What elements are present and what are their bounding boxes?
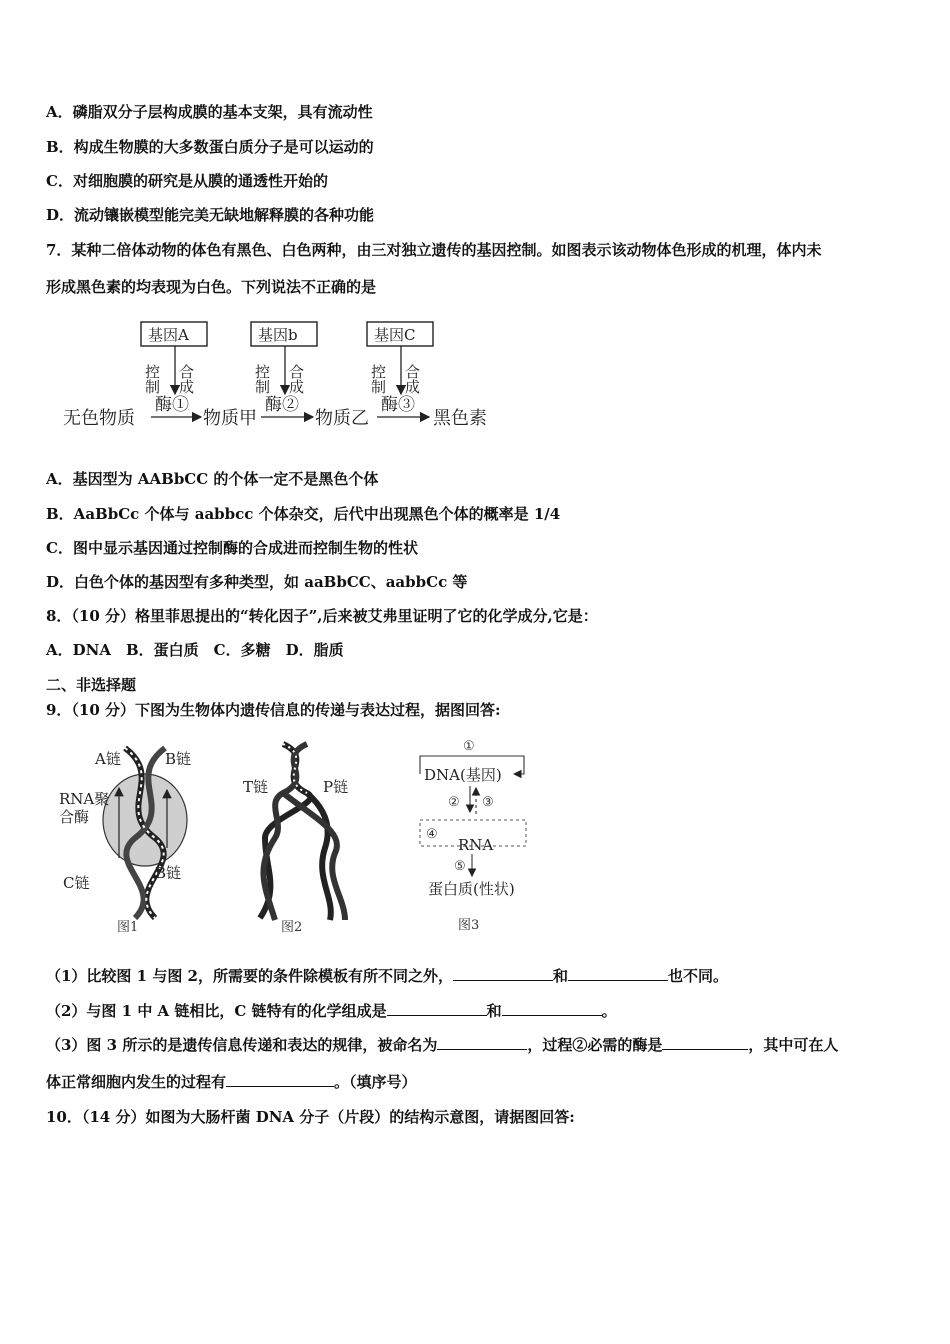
gene-b-label: 基因b — [258, 326, 298, 344]
synth-label-1: 合成 — [177, 364, 195, 394]
substance-melanin: 黑色素 — [433, 408, 487, 429]
q9-figure-2 — [235, 738, 365, 938]
fig3-rna-label: RNA — [458, 836, 494, 854]
q9-stem: 9．（10 分）下图为生物体内遗传信息的传递与表达过程，据图回答: — [46, 701, 501, 719]
enzyme-3: 酶③ — [381, 395, 415, 415]
control-synth-labels — [143, 364, 421, 395]
q9-figure-1 — [55, 738, 225, 938]
fig3-num-3: ③ — [482, 795, 494, 810]
q8-options: A．DNA B．蛋白质 C．多糖 D．脂质 — [46, 641, 344, 659]
fig3-num-1: ① — [463, 739, 475, 754]
fig2-p-chain-label: P链 — [323, 778, 349, 796]
rna-polymerase-blob — [103, 774, 187, 866]
gene-a-label: 基因A — [148, 326, 189, 344]
q7-stem-line2: 形成黑色素的均表现为白色。下列说法不正确的是 — [46, 278, 377, 296]
enzyme-1: 酶① — [155, 395, 189, 415]
fig2-t-chain-label: T链 — [243, 778, 269, 796]
answer-blank[interactable] — [437, 1035, 527, 1050]
enzyme-2: 酶② — [265, 395, 299, 415]
fig3-dna-label: DNA(基因) — [424, 766, 502, 784]
q9-figure-3 — [410, 734, 540, 938]
fig1-rna-pol-label-1: RNA聚 — [59, 790, 110, 808]
gene-c-label: 基因C — [374, 326, 416, 344]
fig3-num-4: ④ — [426, 827, 438, 842]
q7-option-d: D．白色个体的基因型有多种类型，如 aaBbCC、aabbCc 等 — [46, 573, 468, 591]
q9-sub2: （2）与图 1 中 A 链相比，C 链特有的化学组成是 和 。 — [46, 1002, 617, 1020]
substance-colorless: 无色物质 — [63, 408, 135, 429]
fig1-c-chain-label: C链 — [63, 874, 90, 892]
q7-option-c: C．图中显示基因通过控制酶的合成进而控制生物的性状 — [46, 539, 418, 557]
answer-blank[interactable] — [453, 966, 553, 981]
q9-sub1: （1）比较图 1 与图 2，所需要的条件除模板有所不同之外， 和 也不同。 — [46, 967, 729, 985]
fig2-caption: 图2 — [281, 920, 303, 935]
q7-stem-line1: 7．某种二倍体动物的体色有黑色、白色两种，由三对独立遗传的基因控制。如图表示该动物体色形成的机理，体内未 — [46, 241, 822, 259]
synth-label-2: 合成 — [287, 364, 305, 394]
q6-option-a: A．磷脂双分子层构成膜的基本支架，具有流动性 — [46, 103, 373, 121]
fig3-caption: 图3 — [458, 918, 480, 933]
fig3-protein-label: 蛋白质(性状) — [428, 880, 515, 898]
answer-blank[interactable] — [568, 966, 668, 981]
answer-blank[interactable] — [662, 1035, 748, 1050]
answer-blank[interactable] — [226, 1072, 334, 1087]
fig1-caption: 图1 — [117, 920, 139, 935]
q7-option-a: A．基因型为 AABbCC 的个体一定不是黑色个体 — [46, 470, 379, 488]
fig1-rna-pol-label-2: 合酶 — [59, 808, 90, 826]
control-label-1: 控制 — [143, 364, 161, 394]
fig1-b-chain-label-top: B链 — [165, 750, 192, 768]
q6-option-c: C．对细胞膜的研究是从膜的通透性开始的 — [46, 172, 328, 190]
fig1-b-chain-label-bottom: B链 — [155, 864, 182, 882]
q6-option-b: B．构成生物膜的大多数蛋白质分子是可以运动的 — [46, 138, 374, 156]
substance-jia: 物质甲 — [203, 408, 257, 429]
substance-yi: 物质乙 — [315, 408, 369, 429]
control-label-2: 控制 — [253, 364, 271, 394]
q8-stem: 8．（10 分）格里菲思提出的“转化因子”,后来被艾弗里证明了它的化学成分,它是： — [46, 607, 598, 625]
fig1-a-chain-label: A链 — [95, 750, 121, 768]
q9-sub3-line2: 体正常细胞内发生的过程有 。（填序号） — [46, 1073, 417, 1091]
control-label-3: 控制 — [369, 364, 387, 394]
fig3-num-2: ② — [448, 795, 460, 810]
q9-sub3-line1: （3）图 3 所示的是遗传信息传递和表达的规律，被命名为 ，过程②必需的酶是 ，其中可在人 — [46, 1036, 839, 1054]
q6-option-d: D．流动镶嵌模型能完美无缺地解释膜的各种功能 — [46, 206, 375, 224]
synth-label-3: 合成 — [403, 364, 421, 394]
fig3-num-5: ⑤ — [454, 859, 466, 874]
q7-pathway-figure — [55, 318, 515, 436]
answer-blank[interactable] — [502, 1001, 602, 1016]
q7-option-b: B．AaBbCc 个体与 aabbcc 个体杂交，后代中出现黑色个体的概率是 1/4 — [46, 505, 561, 523]
q10-stem: 10．（14 分）如图为大肠杆菌 DNA 分子（片段）的结构示意图，请据图回答: — [46, 1108, 575, 1126]
section-title: 二、非选择题 — [46, 676, 137, 694]
answer-blank[interactable] — [387, 1001, 487, 1016]
